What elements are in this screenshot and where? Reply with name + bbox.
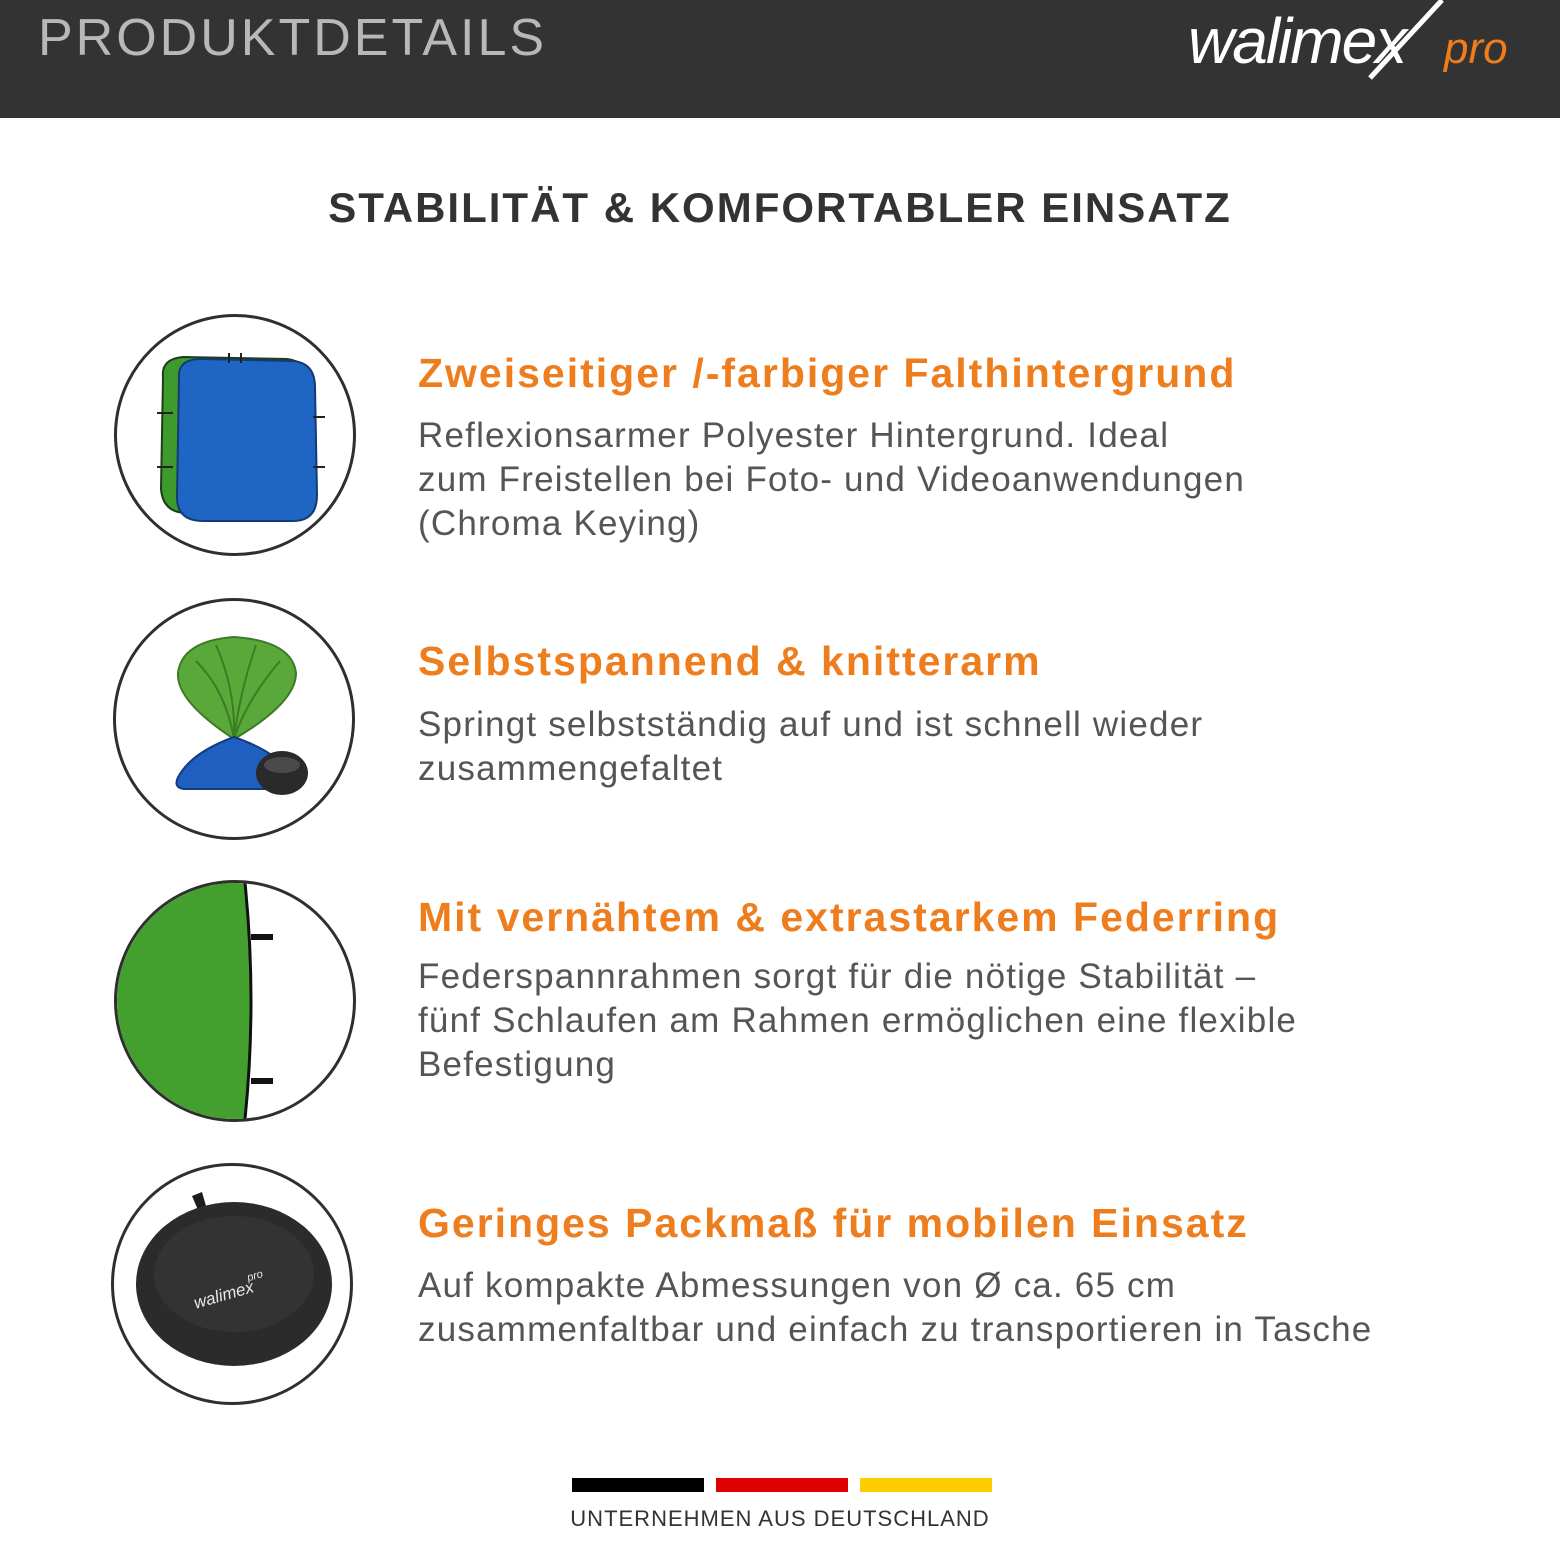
- blue-green-backdrop-image: [114, 314, 356, 556]
- feature-title: Mit vernähtem & extrastarkem Federring: [418, 894, 1281, 940]
- feature-title: Zweiseitiger /-farbiger Falthintergrund: [418, 350, 1237, 396]
- feature-title: Selbstspannend & knitterarm: [418, 638, 1042, 684]
- feature-description: [418, 703, 1528, 791]
- feature-description-line: zum Freistellen bei Foto- und Videoanwendungen: [418, 460, 1245, 499]
- header-title: PRODUKTDETAILS: [38, 9, 548, 67]
- logo-main-text: walimex: [1188, 5, 1406, 77]
- feature-description-line: (Chroma Keying): [418, 504, 701, 543]
- logo-suffix-text: pro: [1444, 24, 1508, 73]
- feature-description-line: fünf Schlaufen am Rahmen ermöglichen eine flexible: [418, 1001, 1298, 1040]
- feature-description-line: Befestigung: [418, 1045, 617, 1084]
- flag-stripe-gold: [860, 1478, 992, 1492]
- feature-description-line: zusammenfaltbar und einfach zu transportieren in Tasche: [418, 1310, 1373, 1349]
- feature-description-line: zusammengefaltet: [418, 749, 724, 788]
- carry-bag-image: [111, 1163, 353, 1405]
- feature-title: Geringes Packmaß für mobilen Einsatz: [418, 1200, 1249, 1246]
- feature-description-line: Auf kompakte Abmessungen von Ø ca. 65 cm: [418, 1266, 1177, 1305]
- feature-description: [418, 414, 1528, 546]
- section-title: STABILITÄT & KOMFORTABLER EINSATZ: [328, 184, 1232, 231]
- bag-logo-text: walimex: [191, 1277, 256, 1313]
- bag-logo-suffix: pro: [245, 1268, 265, 1285]
- footer-text: UNTERNEHMEN AUS DEUTSCHLAND: [570, 1506, 990, 1531]
- feature-description-line: Federspannrahmen sorgt für die nötige Stabilität –: [418, 957, 1257, 996]
- feature-description-line: Springt selbstständig auf und ist schnell wieder: [418, 705, 1204, 744]
- feature-description-line: Reflexionsarmer Polyester Hintergrund. Ideal: [418, 416, 1170, 455]
- header-bar: [0, 0, 1560, 118]
- flag-stripe-black: [572, 1478, 704, 1492]
- feature-description: [418, 1264, 1528, 1352]
- flag-stripe-red: [716, 1478, 848, 1492]
- feature-description: [418, 955, 1528, 1087]
- spring-ring-closeup-image: [114, 880, 356, 1122]
- walimex-pro-logo[interactable]: [1180, 0, 1540, 90]
- twisted-backdrop-image: [113, 598, 355, 840]
